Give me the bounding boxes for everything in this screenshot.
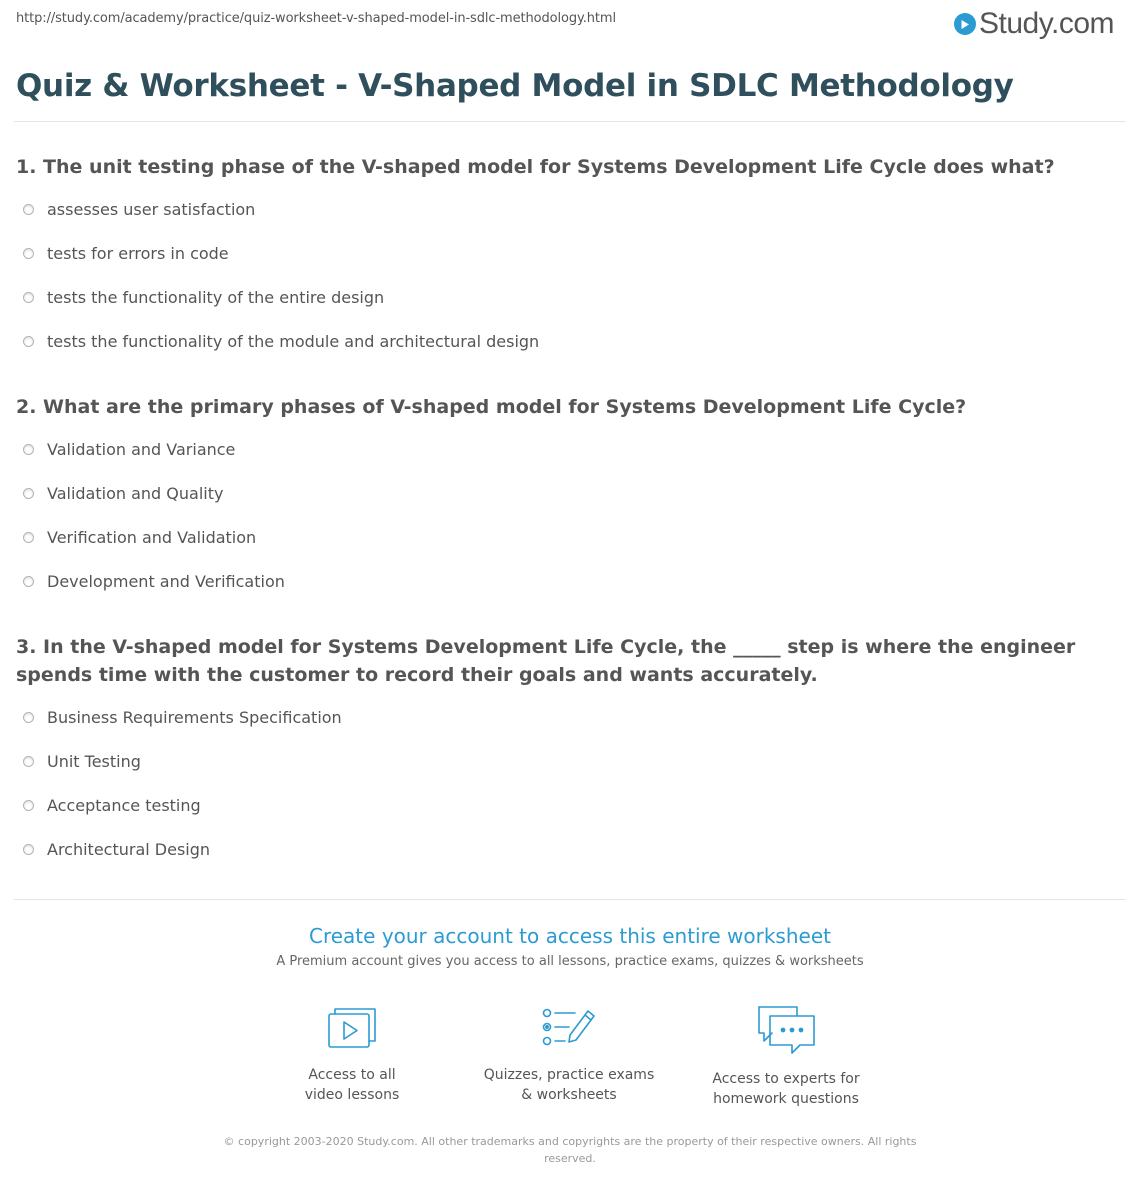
question-3: 3. In the V-shaped model for Systems Development Life Cycle, the _____ step is where the engineer spends time with the customer to record their goals and wants accurately. [16,636,1076,686]
study-logo[interactable] [954,8,1114,40]
radio-button[interactable] [23,204,34,215]
title-divider [14,121,1126,122]
answer-option[interactable] [23,440,235,459]
feature-experts [686,1005,886,1109]
answer-option[interactable] [23,572,285,591]
feature-line: Access to experts for [712,1071,860,1087]
option-label: Verification and Validation [47,528,257,547]
radio-button[interactable] [23,292,34,303]
option-label: Architectural Design [47,840,211,859]
option-label: Validation and Variance [47,440,236,459]
video-lessons-icon [252,1005,452,1051]
radio-button[interactable] [23,576,34,587]
option-label: tests the functionality of the module and architectural design [47,332,540,351]
answer-option[interactable] [23,332,539,351]
logo-text: Study.com [979,7,1114,40]
answer-option[interactable] [23,244,229,263]
quiz-checklist-icon [469,1005,669,1051]
cta-divider [14,899,1126,900]
answer-option[interactable] [23,840,210,859]
option-label: tests the functionality of the entire design [47,288,385,307]
question-1: 1. The unit testing phase of the V-shaped model for Systems Development Life Cycle does what? [16,156,1055,178]
copyright-notice [215,1133,925,1167]
copyright-line: reserved. [544,1152,596,1165]
radio-button[interactable] [23,336,34,347]
radio-button[interactable] [23,844,34,855]
page-title: Quiz & Worksheet - V-Shaped Model in SDLC Methodology [16,68,1014,104]
feature-video-lessons [252,1005,452,1105]
feature-line: Access to all [308,1067,396,1083]
expert-chat-icon [686,1005,886,1055]
radio-button[interactable] [23,532,34,543]
radio-button[interactable] [23,712,34,723]
option-label: Business Requirements Specification [47,708,342,727]
option-label: Development and Verification [47,572,285,591]
radio-button[interactable] [23,444,34,455]
cta-subtitle: A Premium account gives you access to all lessons, practice exams, quizzes & worksheets [276,954,864,969]
answer-option[interactable] [23,288,384,307]
feature-line: & worksheets [521,1087,617,1103]
question-2: 2. What are the primary phases of V-shaped model for Systems Development Life Cycle? [16,396,967,418]
create-account-link[interactable]: Create your account to access this entire worksheet [309,924,831,948]
play-icon [954,13,976,35]
copyright-line: © copyright 2003-2020 Study.com. All other trademarks and copyrights are the property of their respective owners. All rights [223,1135,917,1148]
option-label: Acceptance testing [47,796,201,815]
radio-button[interactable] [23,800,34,811]
feature-line: video lessons [304,1087,400,1103]
answer-option[interactable] [23,708,342,727]
page-url: http://study.com/academy/practice/quiz-worksheet-v-shaped-model-in-sdlc-methodology.html [16,11,616,26]
answer-option[interactable] [23,796,201,815]
answer-option[interactable] [23,752,141,771]
feature-quizzes [469,1005,669,1105]
answer-option[interactable] [23,484,223,503]
answer-option[interactable] [23,528,256,547]
feature-line: homework questions [713,1091,859,1107]
radio-button[interactable] [23,248,34,259]
feature-line: Quizzes, practice exams [483,1067,655,1083]
option-label: tests for errors in code [47,244,229,263]
option-label: Validation and Quality [47,484,224,503]
option-label: Unit Testing [47,752,141,771]
radio-button[interactable] [23,488,34,499]
answer-option[interactable] [23,200,255,219]
option-label: assesses user satisfaction [47,200,256,219]
radio-button[interactable] [23,756,34,767]
